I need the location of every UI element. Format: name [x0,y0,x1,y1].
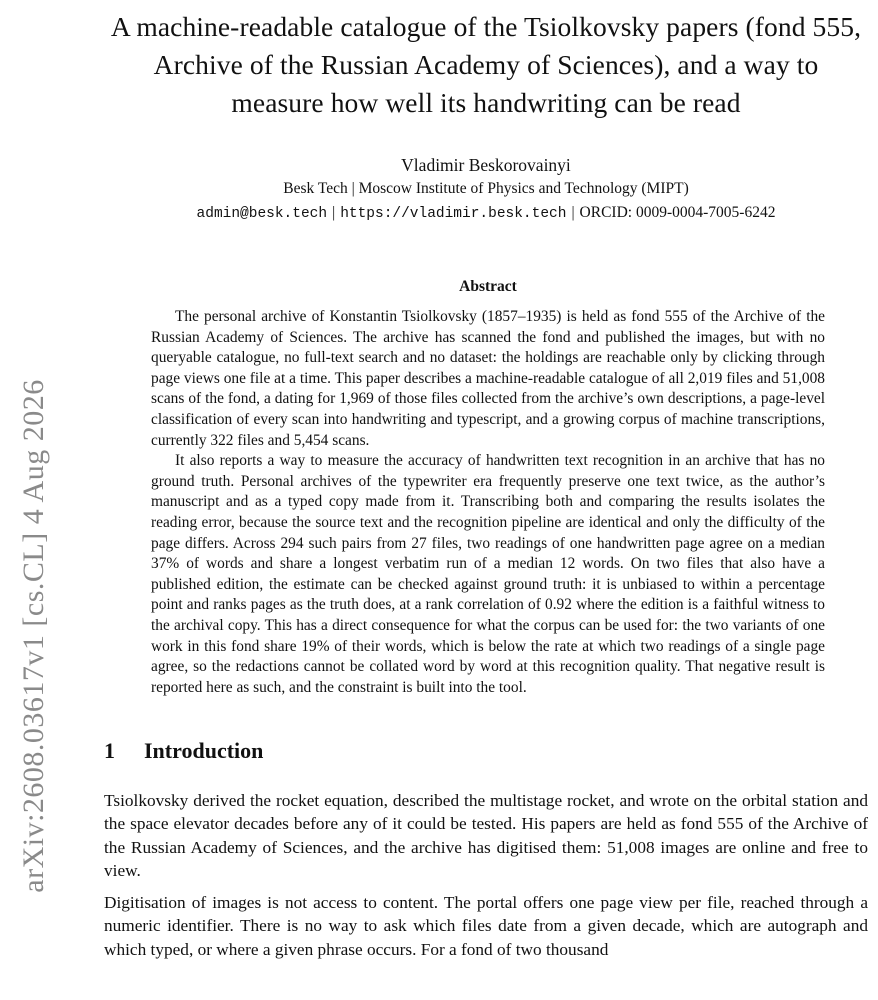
section-title: Introduction [144,738,264,764]
body-paragraph: Digitisation of images is not access to content. The portal offers one page view per file, reached through a numeric identifier. There is no way to ask which files date from a given decade, which are autograph and which typed, or where a given phrase occurs. For a fond of two thousand [104,893,868,959]
contact-separator: | [332,204,336,221]
abstract-heading: Abstract [459,278,517,295]
section-number: 1 [104,738,115,764]
abstract-paragraph: The personal archive of Konstantin Tsiolkovsky (1857–1935) is held as fond 555 of the Archive of the Russian Academy of Sciences. The archive has scanned the fond and published the images, but with no queryable catalogue, no full-text search and no dataset: the holdings are reachable only by clicking through page views one file at a time. This paper describes a machine-readable catalogue of all 2,019 files and 51,008 scans of the fond, a dating for 1,969 of those files collected from the archive’s own descriptions, a page-level classification of every scan into handwriting and typescript, and a growing corpus of machine transcriptions, currently 322 files and 5,454 scans. [151,308,825,449]
author-website: https://vladimir.besk.tech [340,206,567,222]
author-name: Vladimir Beskorovainyi [401,155,571,175]
author-affiliation: Besk Tech | Moscow Institute of Physics and Technology (MIPT) [283,180,689,197]
author-contact [104,201,868,226]
arxiv-identifier-text: arXiv:2608.03617v1 [cs.CL] 4 Aug 2026 [17,379,50,893]
abstract-paragraph: It also reports a way to measure the accuracy of handwritten text recognition in an archive that has no ground truth. Personal archives of the typewriter era frequently preserve one text twice, as the author’s manuscript and as a typed copy made from it. Transcribing both and comparing the results isolates the reading error, because the source text and the recognition pipeline are identical and only the difficulty of the page differs. Across 294 such pairs from 27 files, two readings of one handwritten page agree on a median 37% of words and share a longest verbatim run of a median 12 words. On two files that also have a published edition, the estimate can be checked against ground truth: it is unbiased to within a percentage point and ranks pages as the truth does, at a rank correlation of 0.92 where the edition is a faithful witness to the archival copy. This has a direct consequence for what the corpus can be used for: the two variants of one work in this fond share 19% of their words, which is below the rate at which two readings of a single page agree, so the redactions cannot be collated word by word at this recognition quality. That negative result is reported here as such, and the constraint is built into the tool. [151,452,825,696]
section-heading-introduction [104,736,868,766]
arxiv-identifier-stamp [0,0,70,1000]
paper-title: A machine-readable catalogue of the Tsiolkovsky papers (fond 555, Archive of the Russian Academy of Sciences), and a way to measure how well its handwriting can be read [110,11,862,118]
body-paragraph: Tsiolkovsky derived the rocket equation, described the multistage rocket, and wrote on the orbital station and the space elevator decades before any of it could be tested. His papers are held as fond 555 of the Archive of the Russian Academy of Sciences, and the archive has digitised them: 51,008 images are online and free to view. [104,791,868,880]
introduction-body [104,789,868,960]
contact-separator: | [571,204,575,221]
author-email: admin@besk.tech [196,206,328,222]
paper-page [104,0,868,970]
author-orcid: ORCID: 0009-0004-7005-6242 [579,204,776,221]
abstract [151,276,825,698]
